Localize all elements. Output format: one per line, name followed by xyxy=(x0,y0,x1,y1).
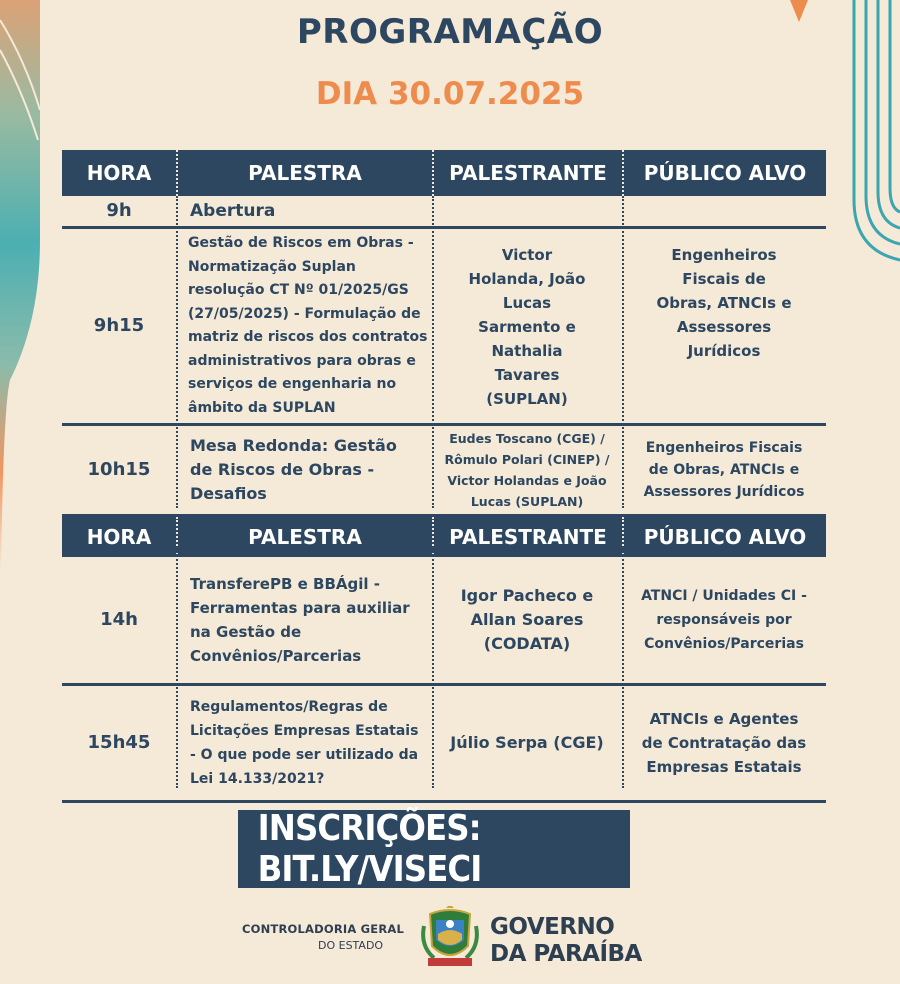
speaker-cell xyxy=(432,196,622,226)
gov-logo-line1: GOVERNO xyxy=(490,914,615,940)
col-header-publico: PÚBLICO ALVO xyxy=(622,150,826,196)
column-divider xyxy=(432,548,434,788)
time-cell: 9h15 xyxy=(93,315,145,336)
gov-logo-line2: DA PARAÍBA xyxy=(490,941,642,967)
column-divider xyxy=(622,548,624,788)
col-header-palestrante: PALESTRANTE xyxy=(432,517,622,557)
speaker-cell: Júlio Serpa (CGE) xyxy=(450,733,604,752)
audience-cell: Engenheiros Fiscais de Obras, ATNCIs e Assessores Jurídicos xyxy=(643,440,805,500)
time-cell: 15h45 xyxy=(87,732,151,753)
left-decoration xyxy=(0,0,60,984)
talk-cell: TransferePB e BBÁgil - Ferramentas para auxiliar na Gestão de Convênios/Parcerias xyxy=(190,575,410,665)
col-header-palestra: PALESTRA xyxy=(176,517,432,557)
cge-logo-line1: CONTROLADORIA GERAL xyxy=(241,922,405,936)
cge-logo-line2: DO ESTADO xyxy=(318,939,384,952)
schedule-table xyxy=(62,150,826,803)
column-divider xyxy=(176,196,178,508)
state-crest-icon xyxy=(420,906,480,970)
speaker-cell: Victor Holanda, João Lucas Sarmento e Nathalia Tavares (SUPLAN) xyxy=(468,246,586,408)
column-divider xyxy=(432,196,434,508)
table-header-morning xyxy=(62,150,826,196)
audience-cell: ATNCIs e Agentes de Contratação das Empresas Estatais xyxy=(641,710,807,776)
talk-cell: Regulamentos/Regras de Licitações Empresas Estatais - O que pode ser utilizado da Lei 14.133/2021? xyxy=(190,699,419,787)
time-cell: 14h xyxy=(100,609,138,630)
col-header-palestra: PALESTRA xyxy=(176,150,432,196)
time-cell: 9h xyxy=(106,200,132,221)
column-divider xyxy=(622,196,624,508)
col-header-hora: HORA xyxy=(86,525,152,549)
event-date: DIA 30.07.2025 xyxy=(315,76,585,112)
col-header-hora: HORA xyxy=(86,161,152,185)
gov-logo xyxy=(490,914,642,968)
registration-link[interactable] xyxy=(238,810,630,888)
audience-cell: ATNCI / Unidades CI - responsáveis por Convênios/Parcerias xyxy=(641,588,807,652)
audience-cell xyxy=(622,196,826,226)
time-cell: 10h15 xyxy=(87,459,151,480)
col-header-publico: PÚBLICO ALVO xyxy=(622,517,826,557)
col-header-palestrante: PALESTRANTE xyxy=(432,150,622,196)
talk-cell: Mesa Redonda: Gestão de Riscos de Obras - Desafios xyxy=(190,436,397,503)
audience-cell: Engenheiros Fiscais de Obras, ATNCIs e Assessores Jurídicos xyxy=(656,246,792,360)
registration-text: INSCRIÇÕES: BIT.LY/VISECI xyxy=(257,808,482,890)
page-title: PROGRAMAÇÃO xyxy=(296,12,604,52)
column-divider xyxy=(176,548,178,788)
talk-cell: Abertura xyxy=(190,201,276,221)
cge-logo xyxy=(238,922,408,952)
speaker-cell: Eudes Toscano (CGE) / Rômulo Polari (CINEP) / Victor Holandas e João Lucas (SUPLAN) xyxy=(444,431,610,509)
speaker-cell: Igor Pacheco e Allan Soares (CODATA) xyxy=(460,586,594,653)
talk-cell: Gestão de Riscos em Obras - Normatização Suplan resolução CT Nº 01/2025/GS (27/05/2025) - Formulação de matriz de riscos dos contratos administrativos para obras e serviços de engenharia no âmbito da SUPLAN xyxy=(188,235,428,416)
